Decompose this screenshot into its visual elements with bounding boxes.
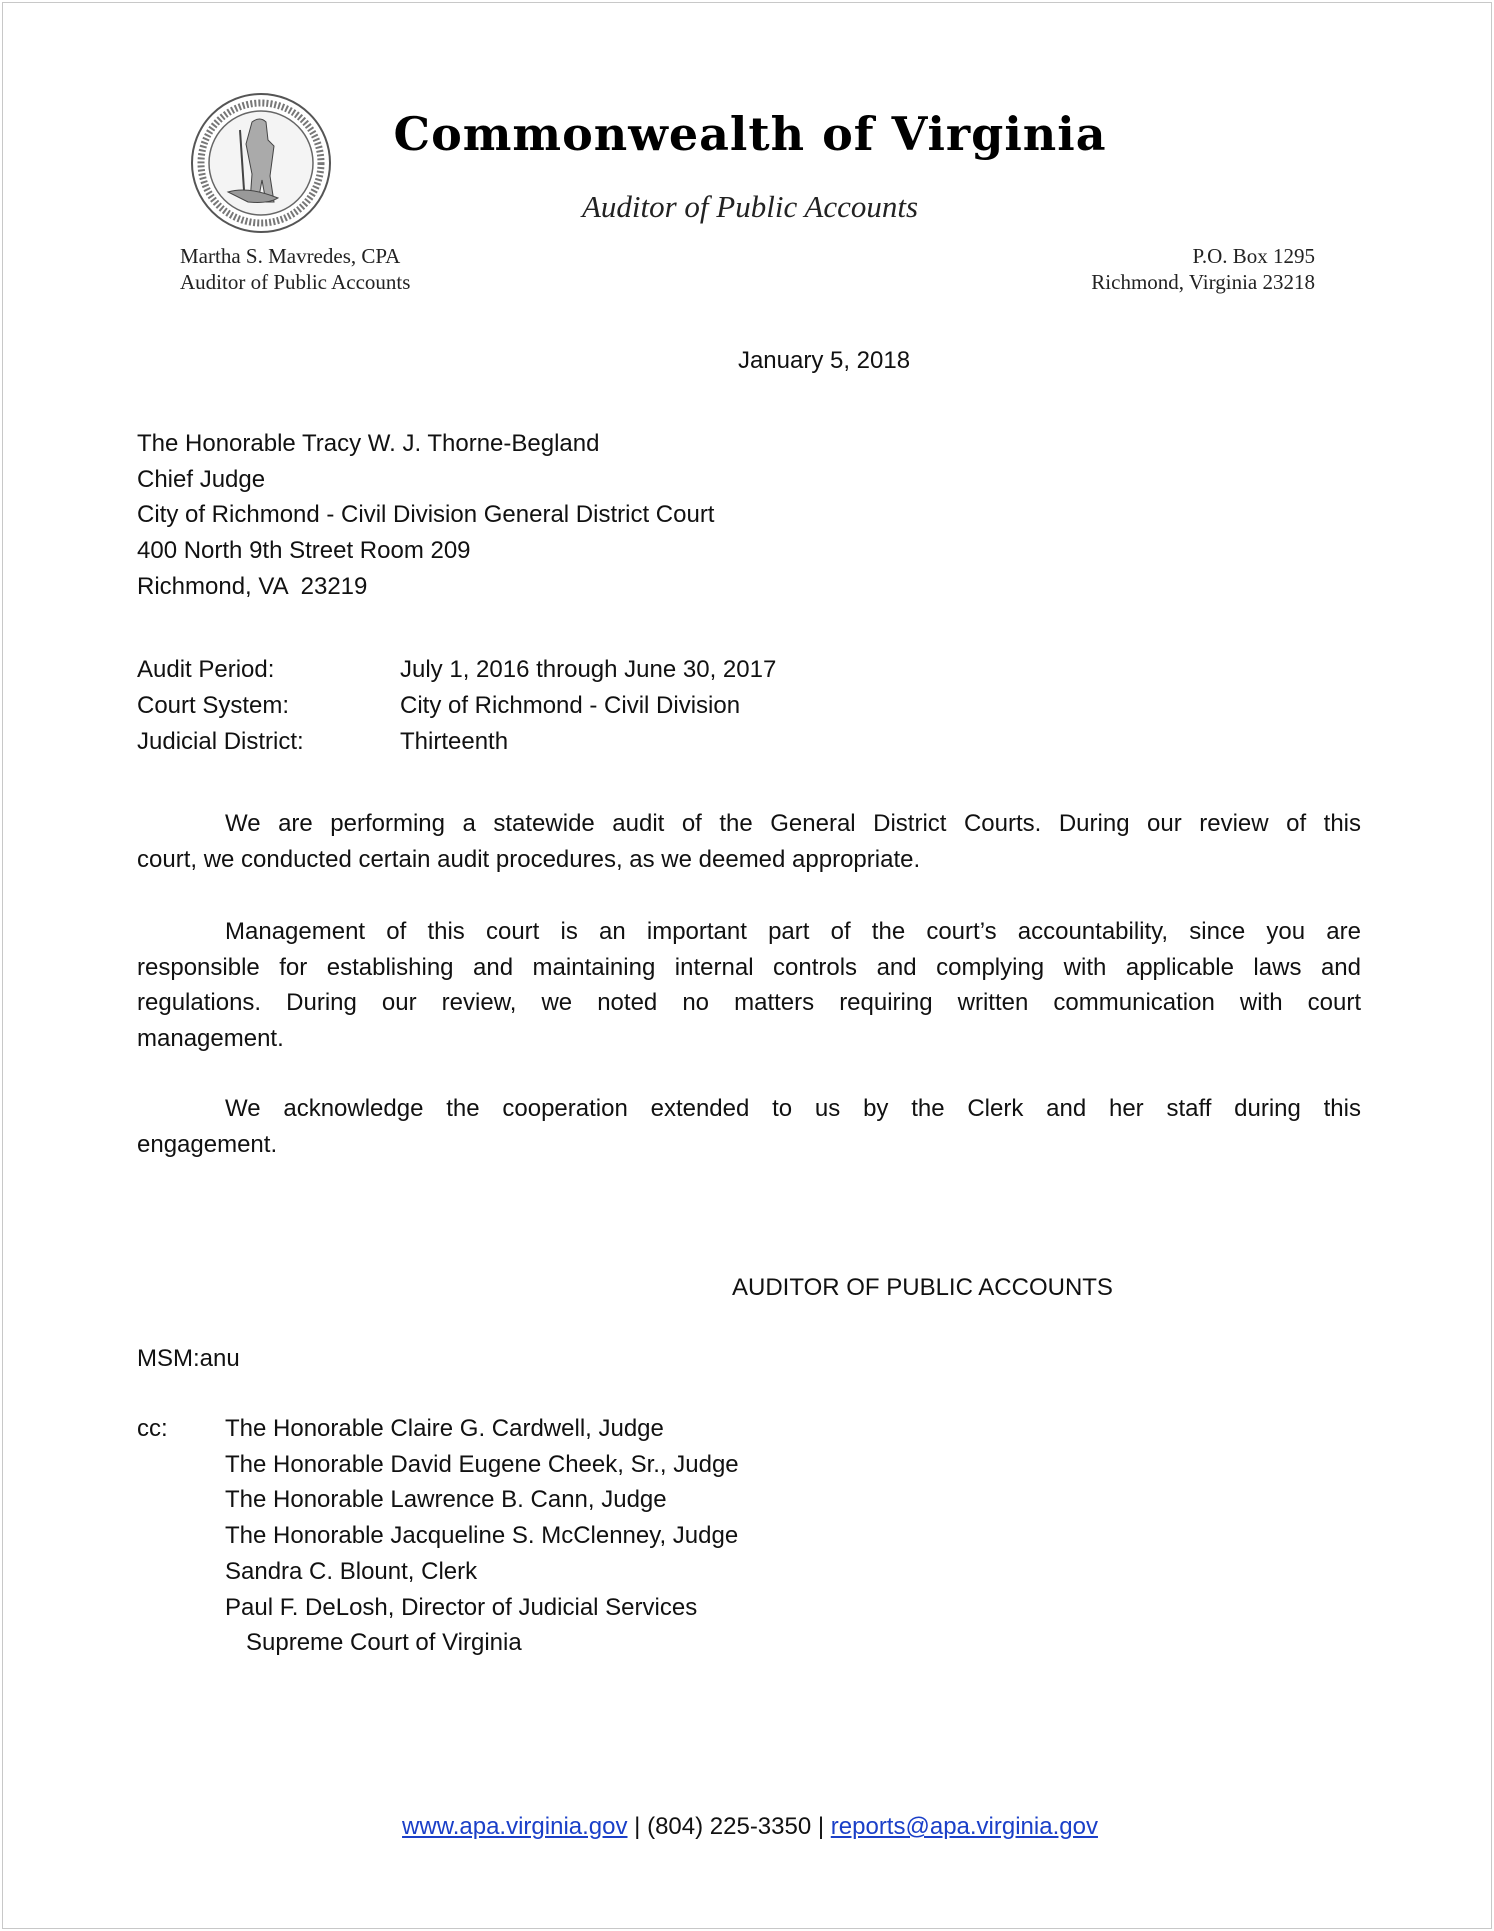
- recipient-line: City of Richmond - Civil Division General District Court: [137, 501, 715, 528]
- initials: MSM:anu: [137, 1345, 240, 1372]
- city-state-zip: Richmond, Virginia 23218: [1091, 270, 1315, 294]
- paragraph-line: We are performing a statewide audit of the General District Courts. During our review of this: [225, 810, 1361, 837]
- detail-label: Audit Period:: [137, 656, 275, 683]
- signature-block: AUDITOR OF PUBLIC ACCOUNTS: [732, 1274, 1113, 1301]
- recipient-line: The Honorable Tracy W. J. Thorne-Begland: [137, 430, 600, 457]
- document-page: [2, 2, 1492, 1929]
- footer-separator: |: [634, 1813, 641, 1840]
- auditor-title: Auditor of Public Accounts: [180, 270, 411, 294]
- detail-label: Judicial District:: [137, 728, 304, 755]
- website-link[interactable]: www.apa.virginia.gov: [402, 1813, 628, 1840]
- detail-value: July 1, 2016 through June 30, 2017: [400, 656, 777, 683]
- auditor-block: [180, 243, 410, 295]
- detail-row: [137, 724, 1361, 760]
- footer: [3, 1809, 1494, 1845]
- cc-item: Supreme Court of Virginia: [246, 1629, 522, 1656]
- paragraph-line: management.: [137, 1025, 284, 1052]
- recipient-line: Chief Judge: [137, 466, 266, 493]
- detail-value: City of Richmond - Civil Division: [400, 692, 741, 719]
- cc-label: cc:: [137, 1415, 168, 1442]
- paragraph-line: engagement.: [137, 1131, 278, 1158]
- address-block: [1091, 243, 1315, 295]
- paragraph-line: court, we conducted certain audit procedures, as we deemed appropriate.: [137, 846, 921, 873]
- cc-item: The Honorable Claire G. Cardwell, Judge: [225, 1415, 664, 1442]
- cc-item: The Honorable David Eugene Cheek, Sr., Judge: [225, 1451, 739, 1478]
- cc-item: The Honorable Lawrence B. Cann, Judge: [225, 1486, 667, 1513]
- detail-row: [137, 652, 1361, 688]
- po-box: P.O. Box 1295: [1192, 244, 1315, 268]
- detail-row: [137, 688, 1361, 724]
- paragraph-line: responsible for establishing and maintaining internal controls and complying with applicable laws and: [137, 954, 1361, 981]
- footer-separator: |: [817, 1813, 825, 1840]
- detail-value: Thirteenth: [400, 728, 509, 755]
- letter-date: January 5, 2018: [737, 347, 911, 374]
- detail-label: Court System:: [137, 692, 290, 719]
- footer-phone: (804) 225-3350: [647, 1813, 812, 1840]
- paragraph-line: Management of this court is an important part of the court’s accountability, since you are: [225, 918, 1361, 945]
- auditor-name: Martha S. Mavredes, CPA: [180, 244, 401, 268]
- email-link[interactable]: reports@apa.virginia.gov: [830, 1813, 1098, 1840]
- cc-item: The Honorable Jacqueline S. McClenney, Judge: [225, 1522, 739, 1549]
- paragraph-line: regulations. During our review, we noted no matters requiring written communication with court: [137, 989, 1361, 1016]
- recipient-line: Richmond, VA 23219: [137, 573, 368, 600]
- cc-item: Sandra C. Blount, Clerk: [225, 1558, 478, 1585]
- cc-item: Paul F. DeLosh, Director of Judicial Services: [225, 1594, 698, 1621]
- letterhead-title: Commonwealth of Virginia: [393, 107, 1107, 161]
- letterhead-subtitle: Auditor of Public Accounts: [581, 189, 919, 224]
- paragraph-line: We acknowledge the cooperation extended to us by the Clerk and her staff during this: [225, 1095, 1361, 1122]
- recipient-line: 400 North 9th Street Room 209: [137, 537, 471, 564]
